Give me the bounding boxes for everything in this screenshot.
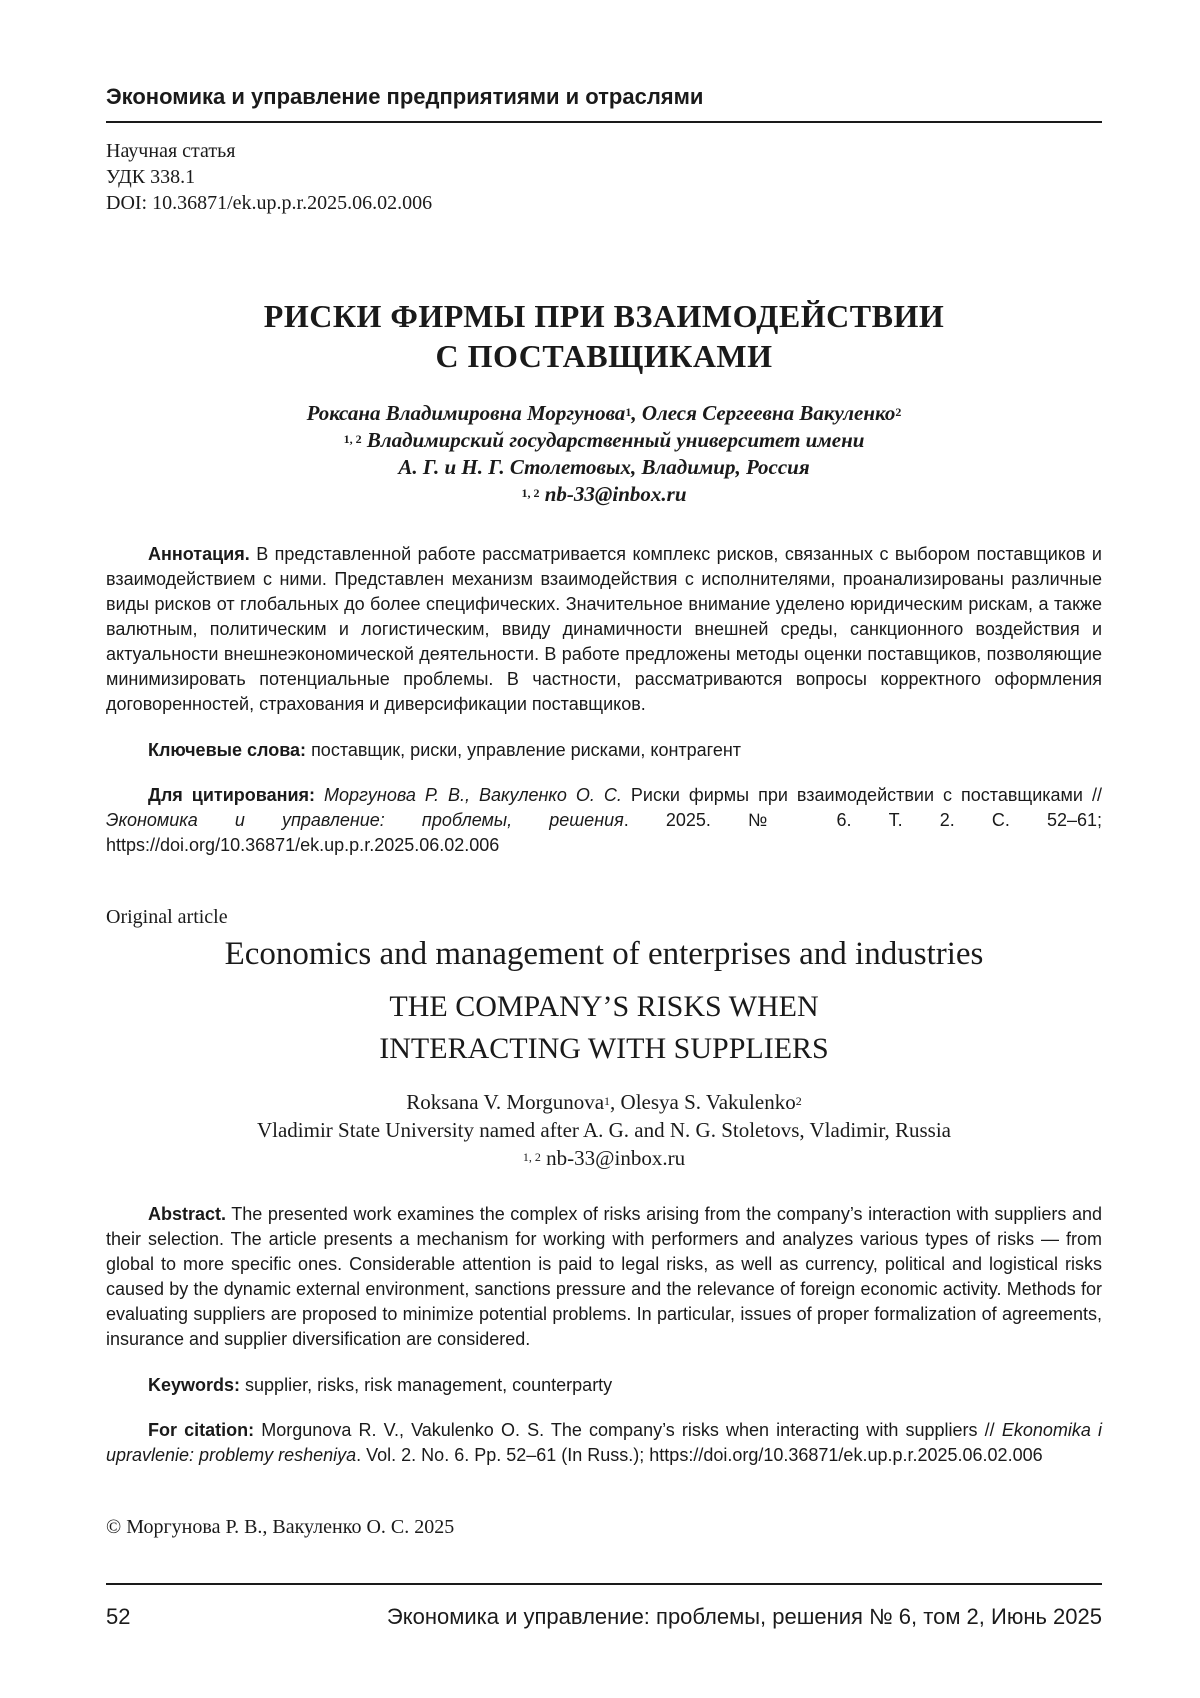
en-keywords-label: Keywords: [148, 1375, 240, 1395]
ru-title [106, 296, 1102, 376]
ru-abstract [106, 542, 1102, 717]
ru-authors-block [106, 400, 1102, 508]
ru-cite-rest: . 2025. № 6. Т. 2. С. 52–61; https://doi.org/10.36871/ek.up.p.r.2025.06.02.006 [106, 810, 1102, 855]
article-type: Научная статья [106, 138, 432, 164]
section-heading: Экономика и управление предприятиями и отраслями [106, 84, 703, 110]
ru-author-2-sup: 2 [895, 405, 901, 419]
ru-cite-label: Для цитирования: [148, 785, 315, 805]
ru-email-line [106, 481, 1102, 508]
en-affiliation: Vladimir State University named after A. G. and N. G. Stoletovs, Vladimir, Russia [106, 1116, 1102, 1144]
journal-footer: Экономика и управление: проблемы, решения № 6, том 2, Июнь 2025 [387, 1604, 1102, 1630]
article-page [0, 0, 1200, 1698]
ru-title-line1: РИСКИ ФИРМЫ ПРИ ВЗАИМОДЕЙСТВИИ [106, 296, 1102, 336]
ru-author-separator: , [631, 401, 642, 425]
ru-citation [106, 783, 1102, 858]
en-author-separator: , [610, 1090, 621, 1114]
en-authors [106, 1088, 1102, 1116]
en-author-1: Roksana V. Morgunova [406, 1090, 604, 1114]
en-abstract-text: The presented work examines the complex of risks arising from the company’s interaction with suppliers and their selection. The article presents a mechanism for working with performers and analyzes various types of risks — from global to more specific ones. Considerable attention is paid to legal risks, as well as currency, political and logistical risks caused by the dynamic external environment, sanctions pressure and the relevance of foreign economic activity. Methods for evaluating suppliers are proposed to minimize potential problems. In particular, issues of proper formalization of agreements, insurance and supplier diversification are considered. [106, 1204, 1102, 1349]
ru-abstract-label: Аннотация. [148, 544, 250, 564]
ru-email: nb-33@inbox.ru [539, 482, 686, 506]
ru-authors [106, 400, 1102, 427]
en-keywords [106, 1373, 1102, 1398]
ru-cite-journal: Экономика и управление: проблемы, решения [106, 810, 624, 830]
en-author-2-sup: 2 [796, 1094, 802, 1108]
udc-code: УДК 338.1 [106, 164, 432, 190]
ru-abstract-text: В представленной работе рассматривается комплекс рисков, связанных с выбором поставщиков и взаимодействием с ними. Представлен механизм взаимодействия с исполнителями, проанализированы различные виды рисков от глобальных до более специфических. Значительное внимание уделено юридическим рискам, а также валютным, политическим и логистическим, ввиду динамичности внешней среды, санкционного воздействия и актуальности внешнеэкономической деятельности. В работе предложены методы оценки поставщиков, позволяющие минимизировать потенциальные проблемы. В частности, рассматриваются вопросы корректного оформления договоренностей, страхования и диверсификации поставщиков. [106, 544, 1102, 714]
en-abstract-label: Abstract. [148, 1204, 226, 1224]
ru-keywords [106, 738, 1102, 763]
en-title-line1: THE COMPANY’S RISKS WHEN [106, 986, 1102, 1028]
ru-affiliation-sup: 1, 2 [344, 432, 362, 446]
footer-divider [106, 1583, 1102, 1585]
en-cite-rest: . Vol. 2. No. 6. Pp. 52–61 (In Russ.); https://doi.org/10.36871/ek.up.p.r.2025.06.02.006 [356, 1445, 1042, 1465]
ru-author-1: Роксана Владимировна Моргунова [307, 401, 626, 425]
en-rubric: Economics and management of enterprises and industries [106, 936, 1102, 973]
article-meta [106, 138, 432, 216]
en-article-type: Original article [106, 906, 228, 929]
page-number: 52 [106, 1604, 130, 1630]
en-keywords-text: supplier, risks, risk management, counterparty [240, 1375, 612, 1395]
ru-email-sup: 1, 2 [521, 486, 539, 500]
ru-cite-authors: Моргунова Р. В., Вакуленко О. С. [315, 785, 622, 805]
copyright: © Моргунова Р. В., Вакуленко О. С. 2025 [106, 1516, 454, 1539]
en-email-sup: 1, 2 [523, 1150, 541, 1164]
en-email-line [106, 1144, 1102, 1172]
ru-author-1-sup: 1 [625, 405, 631, 419]
doi: DOI: 10.36871/ek.up.p.r.2025.06.02.006 [106, 190, 432, 216]
en-title [106, 986, 1102, 1070]
en-email: nb-33@inbox.ru [541, 1146, 685, 1170]
en-citation [106, 1418, 1102, 1468]
ru-title-line2: С ПОСТАВЩИКАМИ [106, 336, 1102, 376]
ru-keywords-text: поставщик, риски, управление рисками, контрагент [306, 740, 741, 760]
ru-affiliation-line2: А. Г. и Н. Г. Столетовых, Владимир, Россия [106, 454, 1102, 481]
en-authors-block [106, 1088, 1102, 1172]
en-author-1-sup: 1 [604, 1094, 610, 1108]
en-cite-label: For citation: [148, 1420, 254, 1440]
ru-affiliation-text1: Владимирский государственный университет имени [362, 428, 865, 452]
ru-author-2: Олеся Сергеевна Вакуленко [642, 401, 896, 425]
en-cite-journal: Ekonomika i upravlenie: problemy resheniya [106, 1420, 1102, 1465]
ru-cite-title: Риски фирмы при взаимодействии с поставщиками // [622, 785, 1102, 805]
en-title-line2: INTERACTING WITH SUPPLIERS [106, 1028, 1102, 1070]
en-cite-authors: Morgunova R. V., Vakulenko O. S. The company’s risks when interacting with suppliers // [254, 1420, 1002, 1440]
header-divider [106, 121, 1102, 123]
en-abstract [106, 1202, 1102, 1352]
ru-keywords-label: Ключевые слова: [148, 740, 306, 760]
ru-affiliation-line1 [106, 427, 1102, 454]
en-author-2: Olesya S. Vakulenko [621, 1090, 796, 1114]
